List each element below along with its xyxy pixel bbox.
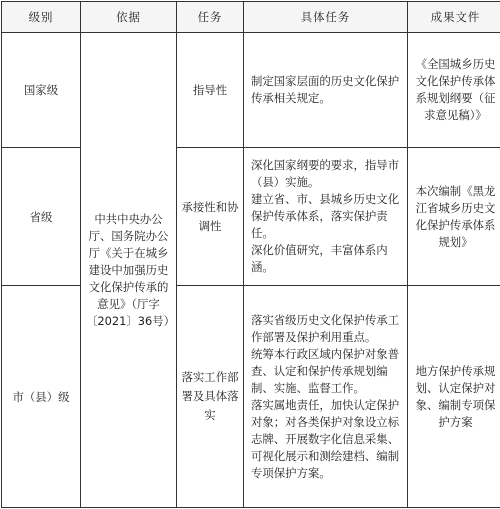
detail-city-county-1: 落实省级历史文化保护传承工作部署及保护利用重点。 xyxy=(251,312,401,346)
header-detail: 具体任务 xyxy=(244,2,408,33)
level-cell-province xyxy=(2,148,81,286)
result-province: 本次编制《黑龙江省城乡历史文化保护传承体系规划》 xyxy=(408,183,500,251)
basis-cell xyxy=(81,33,177,508)
detail-province-1: 深化国家纲要的要求，指导市（县）实施。 xyxy=(251,157,401,191)
basis-document: 中共中央办公厅、国务院办公厅《关于在城乡建设中加强历史文化保护传承的意见》（厅字〔2021〕36号） xyxy=(81,211,176,330)
history-protection-table-container xyxy=(1,1,499,507)
detail-city-county-2: 统筹本行政区域内保护对象普查、认定和保护传承规划编制、实施、监督工作。 xyxy=(251,346,401,397)
result-national: 《全国城乡历史文化保护传承体系规划纲要（征求意见稿）》 xyxy=(408,56,500,124)
level-cell-national xyxy=(2,33,81,148)
task-city-county: 落实工作部署及具体落实 xyxy=(177,368,243,425)
task-cell-province xyxy=(177,148,244,286)
header-result: 成果文件 xyxy=(408,2,500,33)
table-row-province xyxy=(2,148,500,286)
detail-cell-national xyxy=(244,33,408,148)
header-level: 级别 xyxy=(2,2,81,33)
level-province: 省级 xyxy=(2,209,80,225)
detail-cell-city-county xyxy=(244,286,408,508)
table-row-city-county xyxy=(2,286,500,508)
level-cell-city-county xyxy=(2,286,81,508)
task-province: 承接性和协调性 xyxy=(177,198,243,236)
task-national: 指导性 xyxy=(177,81,243,100)
level-national: 国家级 xyxy=(2,82,80,98)
result-cell-national xyxy=(408,33,500,148)
table-row-national xyxy=(2,33,500,148)
level-city-county: 市（县）级 xyxy=(2,389,80,405)
detail-province-2: 建立省、市、县城乡历史文化保护传承体系，落实保护责任。 xyxy=(251,191,401,242)
header-basis: 依据 xyxy=(81,2,177,33)
detail-province-3: 深化价值研究，丰富体系内涵。 xyxy=(251,242,401,276)
result-cell-province xyxy=(408,148,500,286)
detail-national-1: 制定国家层面的历史文化保护传承相关规定。 xyxy=(251,73,401,107)
history-protection-task-table xyxy=(1,1,500,508)
result-city-county: 地方保护传承规划、认定保护对象、编制专项保护方案 xyxy=(408,363,500,431)
detail-city-county-3: 落实属地责任，加快认定保护对象；对各类保护对象设立标志牌、开展数字化信息采集、可视化展示和测绘建档、编制专项保护方案。 xyxy=(251,397,401,482)
header-task: 任务 xyxy=(177,2,244,33)
task-cell-city-county xyxy=(177,286,244,508)
task-cell-national xyxy=(177,33,244,148)
detail-cell-province xyxy=(244,148,408,286)
result-cell-city-county xyxy=(408,286,500,508)
table-header-row xyxy=(2,2,500,33)
